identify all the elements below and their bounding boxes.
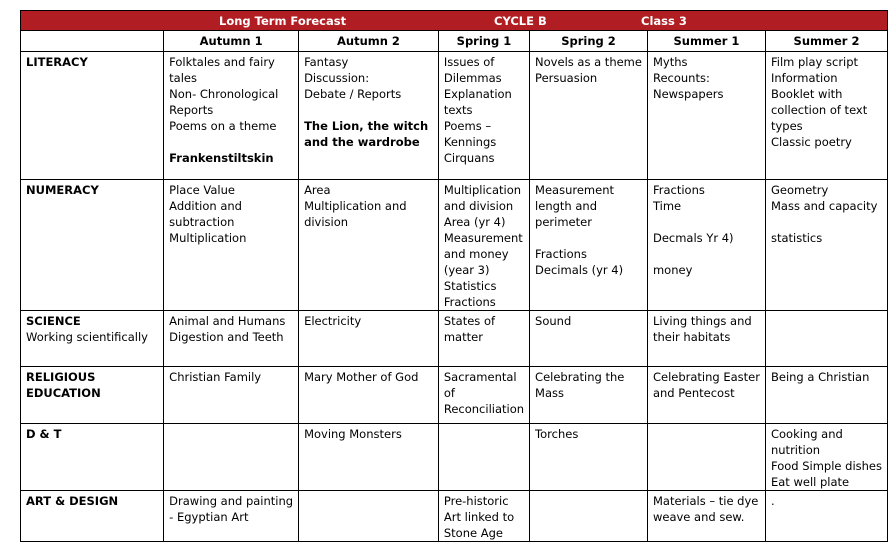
- topic-line: Discussion:: [304, 71, 370, 85]
- topic-line: Myths: [652, 55, 688, 69]
- topic-cell: [164, 424, 299, 491]
- topic-cell: [299, 52, 439, 180]
- topic-line: Electricity: [304, 314, 362, 328]
- topic-line: types: [770, 119, 803, 133]
- topic-line: matter: [443, 330, 483, 344]
- topic-line: Multiplication: [443, 183, 522, 197]
- topic-line: subtraction: [169, 215, 235, 229]
- topic-line: division: [304, 215, 349, 229]
- topic-cell: [647, 367, 765, 424]
- topic-line: Measurement: [535, 183, 614, 197]
- topic-line: texts: [443, 103, 473, 117]
- topic-line: Art linked to: [443, 510, 515, 524]
- topic-cell: [647, 491, 765, 542]
- topic-line: Reports: [169, 103, 214, 117]
- line-gap: [535, 230, 642, 246]
- topic-cell: [765, 180, 887, 311]
- topic-line: Debate / Reports: [304, 87, 402, 101]
- term-header-row: [21, 31, 888, 52]
- topic-line: their habitats: [652, 330, 731, 344]
- topic-cell: [299, 311, 439, 367]
- topic-line: (year 3): [443, 263, 490, 277]
- topic-line: Dilemmas: [443, 71, 502, 85]
- topic-cell: [530, 424, 648, 491]
- topic-cell: [438, 52, 529, 180]
- topic-cell: [438, 180, 529, 311]
- topic-line: and division: [443, 199, 514, 213]
- topic-line: Reconciliation: [443, 402, 525, 416]
- topic-line: weave and sew.: [652, 510, 745, 524]
- topic-cell: [299, 367, 439, 424]
- subject-cell: [21, 180, 164, 311]
- topic-line: Information: [770, 71, 838, 85]
- subject-label: EDUCATION: [26, 386, 101, 400]
- topic-line: Sacramental: [443, 370, 517, 384]
- topic-line: Poems on a theme: [169, 119, 277, 133]
- topic-line: length and: [535, 199, 597, 213]
- line-gap: [771, 214, 882, 230]
- line-gap: [653, 246, 760, 262]
- topic-cell: [765, 424, 887, 491]
- cycle-label: CYCLE B: [494, 14, 547, 28]
- topic-line: Time: [652, 199, 682, 213]
- subject-label: SCIENCE: [26, 314, 81, 328]
- forecast-document: [20, 10, 888, 542]
- topic-line: Addition and: [169, 199, 242, 213]
- topic-line: Eat well plate: [770, 475, 850, 489]
- topic-line: Fractions: [535, 247, 587, 261]
- term-header: Summer 1: [647, 31, 765, 52]
- topic-cell: [530, 491, 648, 542]
- topic-line: Fractions: [652, 183, 705, 197]
- topic-line: collection of text: [770, 103, 868, 117]
- subject-row: [21, 367, 888, 424]
- topic-line: Area (yr 4): [443, 215, 506, 229]
- subject-cell: [21, 424, 164, 491]
- topic-line: Measurement: [443, 231, 523, 245]
- line-gap: [653, 214, 760, 230]
- topic-line: nutrition: [770, 443, 821, 457]
- topic-line: Mary Mother of God: [304, 370, 419, 384]
- topic-line: Poems –: [443, 119, 492, 133]
- subject-label: NUMERACY: [26, 183, 99, 197]
- subject-label: LITERACY: [26, 55, 88, 69]
- topic-line: Geometry: [770, 183, 829, 197]
- topic-line: Living things and: [652, 314, 752, 328]
- topic-line: Sound: [535, 314, 572, 328]
- topic-line: Non- Chronological: [169, 87, 279, 101]
- topic-cell: [438, 491, 529, 542]
- topic-line: Celebrating the: [535, 370, 625, 384]
- topic-cell: [299, 424, 439, 491]
- subject-row: [21, 491, 888, 542]
- topic-line: - Egyptian Art: [169, 510, 249, 524]
- topic-cell: [164, 180, 299, 311]
- topic-line: Fractions: [443, 295, 496, 309]
- term-header: Summer 2: [765, 31, 887, 52]
- topic-line: Issues of: [443, 55, 495, 69]
- topic-cell: [438, 367, 529, 424]
- topic-line: money: [652, 263, 693, 277]
- topic-line: Cooking and: [770, 427, 843, 441]
- topic-cell: [438, 311, 529, 367]
- topic-cell: [299, 180, 439, 311]
- topic-line: Place Value: [169, 183, 235, 197]
- term-header: Autumn 1: [164, 31, 299, 52]
- topic-line: Mass: [535, 386, 564, 400]
- topic-cell: [299, 491, 439, 542]
- subject-cell: [21, 367, 164, 424]
- topic-line: Film play script: [770, 55, 859, 69]
- topic-cell: [765, 367, 887, 424]
- topic-line: The Lion, the witch: [304, 119, 429, 133]
- topic-line: and money: [443, 247, 509, 261]
- topic-line: Moving Monsters: [304, 427, 402, 441]
- topic-line: Celebrating Easter: [652, 370, 760, 384]
- topic-line: Decimals (yr 4): [535, 263, 624, 277]
- term-header: Autumn 2: [299, 31, 439, 52]
- topic-cell: [164, 52, 299, 180]
- subject-sublabel: Working scientifically: [26, 330, 148, 344]
- topic-line: Decmals Yr 4): [652, 231, 734, 245]
- topic-line: Multiplication: [169, 231, 247, 245]
- topic-cell: [530, 180, 648, 311]
- forecast-table: [20, 10, 888, 542]
- title-row: [21, 11, 888, 31]
- topic-line: Classic poetry: [770, 135, 852, 149]
- topic-line: tales: [169, 71, 197, 85]
- topic-line: Multiplication and: [304, 199, 407, 213]
- subject-rows: [21, 52, 888, 542]
- topic-line: Explanation: [443, 87, 512, 101]
- topic-cell: [530, 52, 648, 180]
- topic-line: Statistics: [443, 279, 497, 293]
- topic-cell: [530, 311, 648, 367]
- topic-line: Drawing and painting: [169, 494, 294, 508]
- topic-line: Cirquans: [443, 151, 495, 165]
- topic-line: Frankenstiltskin: [169, 151, 274, 165]
- topic-cell: [438, 424, 529, 491]
- line-gap: [304, 102, 433, 118]
- topic-line: Fantasy: [304, 55, 349, 69]
- class-label: Class 3: [641, 14, 687, 28]
- forecast-title: Long Term Forecast: [219, 14, 347, 28]
- topic-line: Newspapers: [652, 87, 724, 101]
- topic-line: perimeter: [535, 215, 592, 229]
- subject-label: ART & DESIGN: [26, 494, 119, 508]
- topic-cell: [647, 424, 765, 491]
- topic-line: Booklet with: [770, 87, 843, 101]
- subject-label: D & T: [26, 427, 62, 441]
- subject-row: [21, 180, 888, 311]
- topic-line: .: [770, 494, 775, 508]
- topic-line: Pre-historic: [443, 494, 509, 508]
- topic-line: States of: [443, 314, 496, 328]
- topic-line: Food Simple dishes: [770, 459, 882, 473]
- topic-line: Kennings: [443, 135, 497, 149]
- topic-line: Animal and Humans: [169, 314, 286, 328]
- topic-cell: [647, 180, 765, 311]
- subject-row: [21, 311, 888, 367]
- topic-cell: [647, 311, 765, 367]
- topic-line: Materials – tie dye: [652, 494, 759, 508]
- subject-row: [21, 424, 888, 491]
- topic-line: statistics: [770, 231, 823, 245]
- topic-line: Mass and capacity: [770, 199, 878, 213]
- corner-cell: [21, 31, 164, 52]
- title-cell: [21, 11, 888, 31]
- topic-cell: [164, 491, 299, 542]
- topic-line: of: [443, 386, 455, 400]
- topic-line: Persuasion: [535, 71, 598, 85]
- subject-cell: [21, 311, 164, 367]
- subject-label: RELIGIOUS: [26, 370, 96, 384]
- topic-line: Torches: [535, 427, 579, 441]
- subject-cell: [21, 52, 164, 180]
- subject-cell: [21, 491, 164, 542]
- topic-line: Digestion and Teeth: [169, 330, 284, 344]
- topic-line: Novels as a theme: [535, 55, 642, 69]
- line-gap: [169, 134, 293, 150]
- topic-line: and Pentecost: [652, 386, 735, 400]
- topic-cell: [647, 52, 765, 180]
- topic-line: and the wardrobe: [304, 135, 420, 149]
- topic-line: Stone Age: [443, 526, 503, 540]
- topic-cell: [765, 311, 887, 367]
- topic-cell: [530, 367, 648, 424]
- topic-cell: [164, 367, 299, 424]
- topic-cell: [765, 52, 887, 180]
- topic-line: Area: [304, 183, 331, 197]
- topic-line: Folktales and fairy: [169, 55, 275, 69]
- topic-line: Christian Family: [169, 370, 262, 384]
- topic-line: Recounts:: [652, 71, 710, 85]
- topic-cell: [765, 491, 887, 542]
- subject-row: [21, 52, 888, 180]
- topic-line: Being a Christian: [770, 370, 870, 384]
- term-header: Spring 2: [530, 31, 648, 52]
- topic-cell: [164, 311, 299, 367]
- term-header: Spring 1: [438, 31, 529, 52]
